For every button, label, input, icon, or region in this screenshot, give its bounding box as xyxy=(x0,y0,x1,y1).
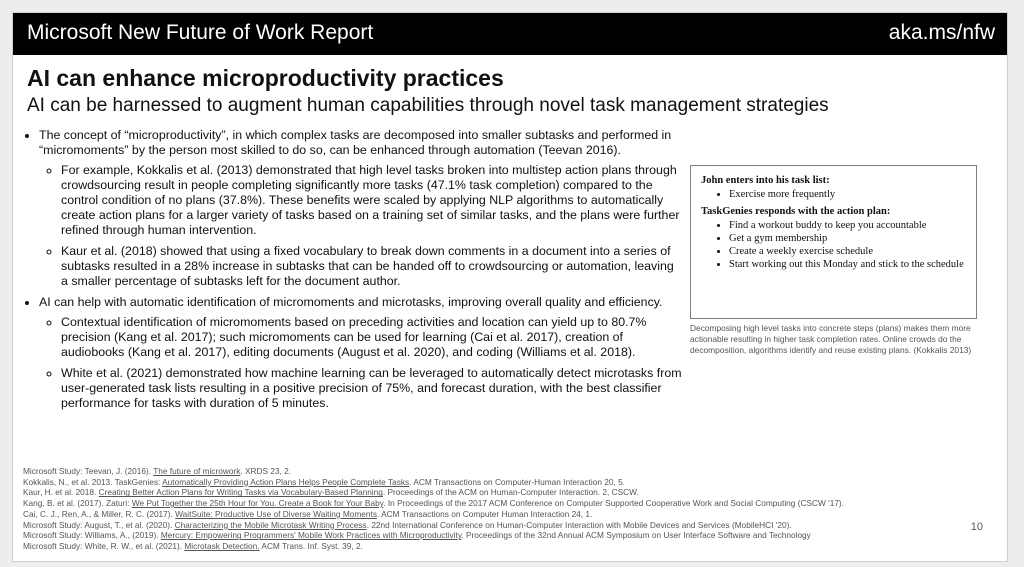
plan-step-item: • Start working out this Monday and stick to the schedule xyxy=(729,258,968,271)
bullet-item xyxy=(39,295,683,411)
slide-heading: AI can enhance microproductivity practices xyxy=(27,65,504,91)
reference-item xyxy=(23,498,983,509)
sub-bullet-item: ◦ White et al. (2021) demonstrated how machine learning can be leveraged to automatically detect microtasks from user-generated task lists resulting in a positive precision of 75%, and forecast duration, with the best classifier performance for tasks with duration of 5 minutes. xyxy=(61,366,683,411)
page-number: 10 xyxy=(970,521,983,533)
reference-text: Microsoft Study: White, R. W., et al. (2021). xyxy=(23,540,185,551)
references xyxy=(23,466,983,552)
taskgenies-example-box xyxy=(690,165,977,319)
reference-text: ACM Trans. Inf. Syst. 39, 2. xyxy=(259,540,363,551)
reference-text: . In Proceedings of the 2017 ACM Conference on Computer Supported Cooperative Work and Social Computing (CSCW '17). xyxy=(383,498,844,509)
bullet-text: The concept of “microproductivity”, in which complex tasks are decomposed into smaller subtasks and performed in “micromoments” by the person most skilled to do so, can be enhanced through automation (Teevan 2016). xyxy=(39,128,672,157)
reference-item xyxy=(23,487,983,498)
reference-text: Kang, B. et al. (2017). Zaturi: xyxy=(23,498,132,509)
example-label-plan: TaskGenies responds with the action plan: xyxy=(701,206,891,217)
slide-subheading: AI can be harnessed to augment human capabilities through novel task management strategies xyxy=(27,95,829,116)
sub-bullet-item: ◦ Kaur et al. (2018) showed that using a fixed vocabulary to break down comments in a document into a series of subtasks resulted in a 28% increase in subtasks that can be handed off to crowdsourcing or automation, leaving a smaller percentage of subtasks left for the document author. xyxy=(61,244,683,289)
bullet-item xyxy=(39,128,683,289)
reference-text: . ACM Transactions on Computer Human Interaction 24, 1. xyxy=(376,508,593,519)
reference-text: . Proceedings of the 32nd Annual ACM Symposium on User Interface Software and Technology xyxy=(461,530,811,541)
reference-item xyxy=(23,520,983,531)
reference-link[interactable]: Creating Better Action Plans for Writing Tasks via Vocabulary-Based Planning xyxy=(98,487,383,498)
sub-bullet-item: ◦ For example, Kokkalis et al. (2013) demonstrated that high level tasks broken into multistep action plans through crowdsourcing result in people completing significantly more tasks (47.1% task completion) compared to the control condition of no plans (37.8%). These benefits were scaled by applying NLP algorithms to automatically create action plans for a larger variety of tasks based on a training set of similar tasks, and the plans were further refined through human intervention. xyxy=(61,163,683,238)
reference-item xyxy=(23,509,983,520)
reference-link[interactable]: Automatically Providing Action Plans Helps People Complete Tasks xyxy=(162,476,410,487)
sub-bullet-item: ◦ Contextual identification of micromoments based on preceding activities and location can yield up to 80.7% precision (Kang et al. 2017); such micromoments can be used for learning (Cai et al. 2017), creation of audiobooks (Kang et al. 2017), editing documents (August et al. 2020), and coding (Williams et al. 2018). xyxy=(61,315,683,360)
reference-text: . XRDS 23, 2. xyxy=(240,466,292,476)
bullet-list xyxy=(23,128,683,417)
example-task-item: • Exercise more frequently xyxy=(729,188,968,201)
report-link: aka.ms/nfw xyxy=(888,21,995,44)
report-title: Microsoft New Future of Work Report xyxy=(27,21,374,44)
reference-text: Kokkalis, N., et al. 2013. TaskGenies: xyxy=(23,476,163,487)
example-label-input: John enters into his task list: xyxy=(701,175,830,186)
plan-step-item: • Create a weekly exercise schedule xyxy=(729,245,968,258)
reference-text: . 22nd International Conference on Human-Computer Interaction with Mobile Devices and Services (MobileHCI '20). xyxy=(366,519,792,530)
reference-link[interactable]: We Put Together the 25th Hour for You. Create a Book for Your Baby xyxy=(131,498,384,509)
reference-text: Microsoft Study: August, T., et al. (2020). xyxy=(23,519,175,530)
reference-item xyxy=(23,541,983,552)
plan-step-item: • Find a workout buddy to keep you accountable xyxy=(729,219,968,232)
slide xyxy=(12,12,1008,562)
reference-link[interactable]: Mercury: Empowering Programmers' Mobile Work Practices with Microproductivity xyxy=(160,530,462,541)
reference-link[interactable]: The future of microwork xyxy=(153,466,241,476)
reference-link[interactable]: Characterizing the Mobile Microtask Writing Process xyxy=(174,519,367,530)
plan-step-item: • Get a gym membership xyxy=(729,232,968,245)
example-caption: Decomposing high level tasks into concrete steps (plans) makes them more actionable resulting in higher task completion rates. Online crowds do the decomposition, algorithms identify and reuse existing plans. (Kokkalis 2013) xyxy=(690,323,972,355)
reference-item xyxy=(23,530,983,541)
reference-text: Microsoft Study: Williams, A., (2019). xyxy=(23,530,161,541)
reference-text: . ACM Transactions on Computer-Human Interaction 20, 5. xyxy=(409,476,625,487)
reference-text: . Proceedings of the ACM on Human-Computer Interaction. 2, CSCW. xyxy=(382,487,639,498)
reference-link[interactable]: WaitSuite: Productive Use of Diverse Waiting Moments xyxy=(175,508,377,519)
reference-text: Cai, C. J., Ren, A., & Miller, R. C. (2017). xyxy=(23,508,176,519)
reference-item xyxy=(23,477,983,488)
bullet-text: AI can help with automatic identification of micromoments and microtasks, improving overall quality and efficiency. xyxy=(39,295,663,309)
reference-text: Microsoft Study: Teevan, J. (2016). xyxy=(23,466,154,476)
reference-link[interactable]: Microtask Detection. xyxy=(184,540,260,551)
header-bar xyxy=(13,13,1008,55)
reference-text: Kaur, H. et al. 2018. xyxy=(23,487,99,498)
reference-item xyxy=(23,466,983,477)
